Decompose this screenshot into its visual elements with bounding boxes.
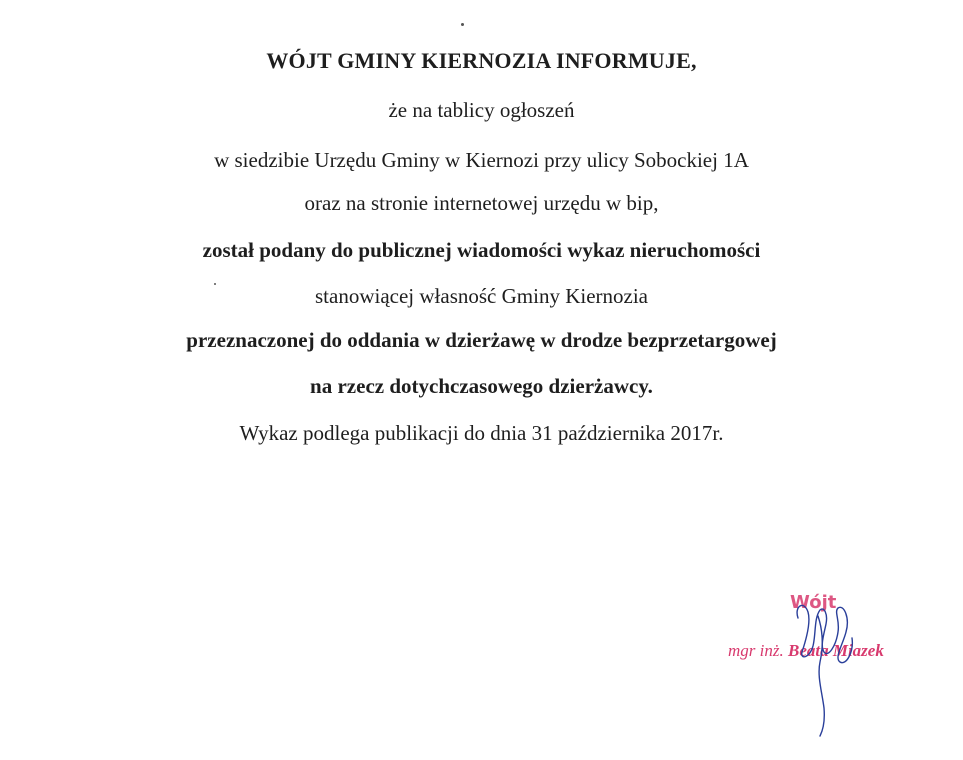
notice-line-5: stanowiącej własność Gminy Kiernozia [315, 284, 648, 308]
notice-line-3: oraz na stronie internetowej urzędu w bip, [304, 191, 659, 215]
scan-speck [461, 23, 464, 26]
notice-title: WÓJT GMINY KIERNOZIA INFORMUJE, [266, 48, 697, 73]
notice-line-4: został podany do publicznej wiadomości wykaz nieruchomości [202, 238, 761, 262]
handwritten-signature [720, 588, 950, 738]
notice-line-2: w siedzibie Urzędu Gminy w Kiernozi przy ulicy Sobockiej 1A [214, 148, 749, 172]
stamp-name: Beata Miazek [787, 641, 884, 660]
official-stamp [720, 588, 950, 738]
notice-line-6: przeznaczonej do oddania w dzierżawę w drodze bezprzetargowej [186, 328, 777, 352]
notice-line-7: na rzecz dotychczasowego dzierżawcy. [310, 374, 653, 398]
stamp-role: Wójt [790, 592, 837, 613]
stamp-name-prefix: mgr inż. [728, 641, 784, 660]
notice-line-1: że na tablicy ogłoszeń [388, 98, 575, 122]
notice-line-8: Wykaz podlega publikacji do dnia 31 października 2017r. [239, 421, 724, 445]
